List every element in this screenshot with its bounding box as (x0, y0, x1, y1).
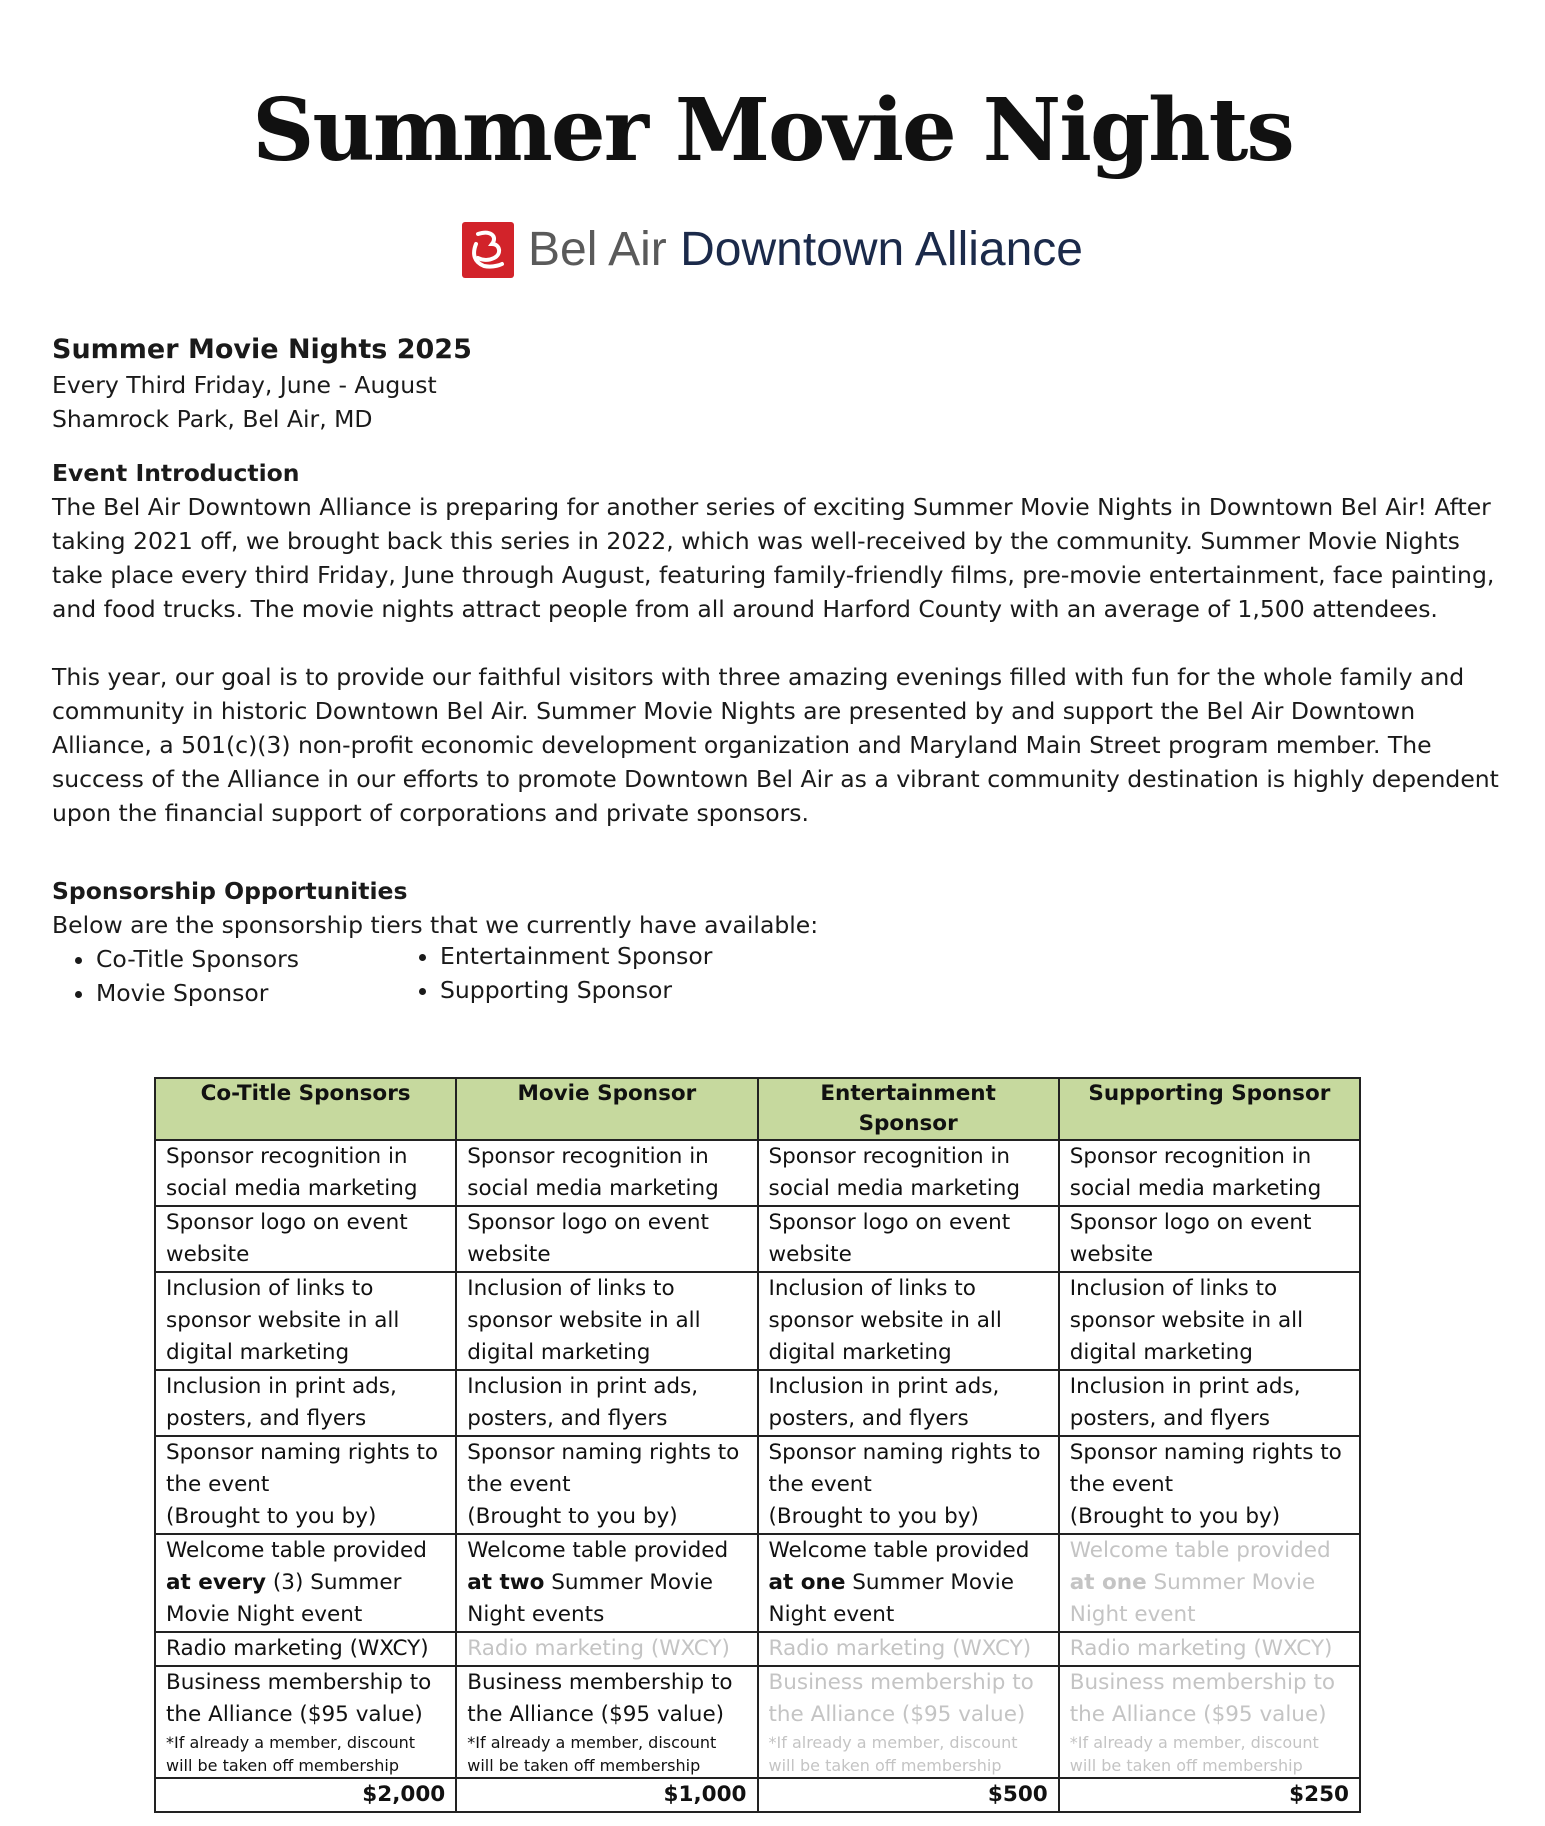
table-cell: Sponsor recognition in social media marketing (456, 1140, 757, 1206)
event-schedule: Every Third Friday, June - August (52, 371, 437, 399)
naming-text: Sponsor naming rights to the event (166, 1440, 439, 1497)
naming-text: Sponsor naming rights to the event (768, 1440, 1041, 1497)
welcome-text: Welcome table provided (1069, 1538, 1331, 1563)
naming-text: Sponsor naming rights to the event (467, 1440, 740, 1497)
price-cell: $1,000 (456, 1778, 757, 1812)
table-cell: Inclusion in print ads, posters, and flyers (758, 1370, 1059, 1436)
welcome-text: Welcome table provided (768, 1538, 1030, 1563)
table-row (155, 1206, 1360, 1272)
organization-logo (0, 222, 1545, 278)
table-cell-disabled (1059, 1534, 1360, 1632)
table-cell (155, 1534, 456, 1632)
table-row (155, 1140, 1360, 1206)
price-cell: $2,000 (155, 1778, 456, 1812)
table-cell: Inclusion of links to sponsor website in all digital marketing (758, 1272, 1059, 1370)
table-cell-disabled: Radio marketing (WXCY) (456, 1632, 757, 1666)
welcome-qualifier: at every (166, 1570, 267, 1595)
table-header-row (155, 1078, 1360, 1140)
table-cell: Inclusion in print ads, posters, and flyers (456, 1370, 757, 1436)
table-cell: Inclusion in print ads, posters, and flyers (1059, 1370, 1360, 1436)
table-row (155, 1370, 1360, 1436)
column-header: Movie Sponsor (456, 1078, 757, 1140)
membership-text: Business membership to the Alliance ($95 value) (1069, 1670, 1336, 1727)
list-item: • Co-Title Sponsors (96, 942, 396, 976)
table-cell: Sponsor logo on event website (155, 1206, 456, 1272)
table-cell (456, 1436, 757, 1534)
membership-note: *If already a member, discount will be taken off membership (467, 1733, 717, 1775)
table-row (155, 1534, 1360, 1632)
naming-note: (Brought to you by) (1069, 1504, 1281, 1529)
sponsorship-table (154, 1077, 1361, 1813)
welcome-text: Welcome table provided (166, 1538, 427, 1563)
welcome-rest: Summer Movie Night event (768, 1570, 1014, 1627)
welcome-rest: (3) Summer Movie Night event (166, 1570, 402, 1627)
table-cell: Sponsor recognition in social media marketing (758, 1140, 1059, 1206)
table-cell: Sponsor recognition in social media marketing (155, 1140, 456, 1206)
column-header: Supporting Sponsor (1059, 1078, 1360, 1140)
table-row (155, 1272, 1360, 1370)
naming-note: (Brought to you by) (768, 1504, 979, 1529)
sponsorship-tier-list (52, 942, 1502, 1010)
price-cell: $250 (1059, 1778, 1360, 1812)
naming-text: Sponsor naming rights to the event (1069, 1440, 1342, 1497)
naming-note: (Brought to you by) (467, 1504, 678, 1529)
table-cell (758, 1436, 1059, 1534)
welcome-text: Welcome table provided (467, 1538, 729, 1563)
list-item: • Supporting Sponsor (440, 973, 712, 1007)
membership-text: Business membership to the Alliance ($95 value) (467, 1670, 733, 1727)
table-cell: Inclusion of links to sponsor website in all digital marketing (155, 1272, 456, 1370)
table-cell-disabled: Radio marketing (WXCY) (1059, 1632, 1360, 1666)
column-header: Co-Title Sponsors (155, 1078, 456, 1140)
table-cell (1059, 1436, 1360, 1534)
welcome-qualifier: at one (1069, 1570, 1147, 1595)
table-cell (155, 1666, 456, 1778)
membership-note: *If already a member, discount will be taken off membership (768, 1733, 1018, 1775)
table-row (155, 1436, 1360, 1534)
list-item: • Entertainment Sponsor (440, 939, 712, 973)
intro-heading: Event Introduction (52, 459, 300, 487)
intro-paragraph-1: The Bel Air Downtown Alliance is preparing for another series of exciting Summer Movie Nights in Downtown Bel Air! After taking 2021 off, we brought back this series in 2022, which was well-received by the community. Summer Movie Nights take place every third Friday, June through August, featuring family-friendly films, pre-movie entertainment, face painting, and food trucks. The movie nights attract people from all around Harford County with an average of 1,500 attendees. (52, 493, 1495, 623)
table-cell: Sponsor logo on event website (1059, 1206, 1360, 1272)
table-row (155, 1632, 1360, 1666)
table-cell: Sponsor logo on event website (456, 1206, 757, 1272)
membership-note: *If already a member, discount will be taken off membership (166, 1733, 416, 1775)
table-cell (456, 1666, 757, 1778)
intro-paragraph-2: This year, our goal is to provide our faithful visitors with three amazing evenings filled with fun for the whole family and community in historic Downtown Bel Air. Summer Movie Nights are presented by and support the Bel Air Downtown Alliance, a 501(c)(3) non-profit economic development organization and Maryland Main Street program member. The success of the Alliance in our efforts to promote Downtown Bel Air as a vibrant community destination is highly dependent upon the financial support of corporations and private sponsors. (52, 663, 1499, 827)
welcome-rest: Summer Movie Night event (1069, 1570, 1316, 1627)
bel-air-b-logo-icon (462, 222, 514, 278)
table-price-row (155, 1778, 1360, 1812)
table-cell (155, 1436, 456, 1534)
list-item: • Movie Sponsor (96, 976, 396, 1010)
table-cell (758, 1534, 1059, 1632)
table-cell (456, 1534, 757, 1632)
welcome-qualifier: at two (467, 1570, 545, 1595)
welcome-rest: Summer Movie Night events (467, 1570, 713, 1627)
table-cell-disabled (1059, 1666, 1360, 1778)
table-cell-disabled (758, 1666, 1059, 1778)
table-cell: Radio marketing (WXCY) (155, 1632, 456, 1666)
event-name: Summer Movie Nights 2025 (52, 334, 472, 365)
logo-word-bel-air: Bel Air (528, 223, 667, 276)
table-cell-disabled: Radio marketing (WXCY) (758, 1632, 1059, 1666)
membership-text: Business membership to the Alliance ($95 value) (768, 1670, 1034, 1727)
membership-note: *If already a member, discount will be taken off membership (1069, 1733, 1319, 1775)
price-cell: $500 (758, 1778, 1059, 1812)
table-cell: Inclusion of links to sponsor website in all digital marketing (1059, 1272, 1360, 1370)
column-header: Entertainment Sponsor (758, 1078, 1059, 1140)
naming-note: (Brought to you by) (166, 1504, 377, 1529)
table-cell: Inclusion of links to sponsor website in all digital marketing (456, 1272, 757, 1370)
table-cell: Sponsor logo on event website (758, 1206, 1059, 1272)
document-body (52, 332, 1502, 1010)
table-row (155, 1666, 1360, 1778)
sponsorship-heading: Sponsorship Opportunities (52, 877, 408, 905)
logo-word-downtown-alliance: Downtown Alliance (680, 223, 1083, 276)
event-location: Shamrock Park, Bel Air, MD (52, 405, 373, 433)
page-title: Summer Movie Nights (252, 80, 1293, 181)
table-cell: Inclusion in print ads, posters, and flyers (155, 1370, 456, 1436)
table-cell: Sponsor recognition in social media marketing (1059, 1140, 1360, 1206)
welcome-qualifier: at one (768, 1570, 846, 1595)
logo-text (528, 223, 1083, 276)
sponsorship-lead: Below are the sponsorship tiers that we currently have available: (52, 911, 819, 939)
membership-text: Business membership to the Alliance ($95 value) (166, 1670, 432, 1727)
